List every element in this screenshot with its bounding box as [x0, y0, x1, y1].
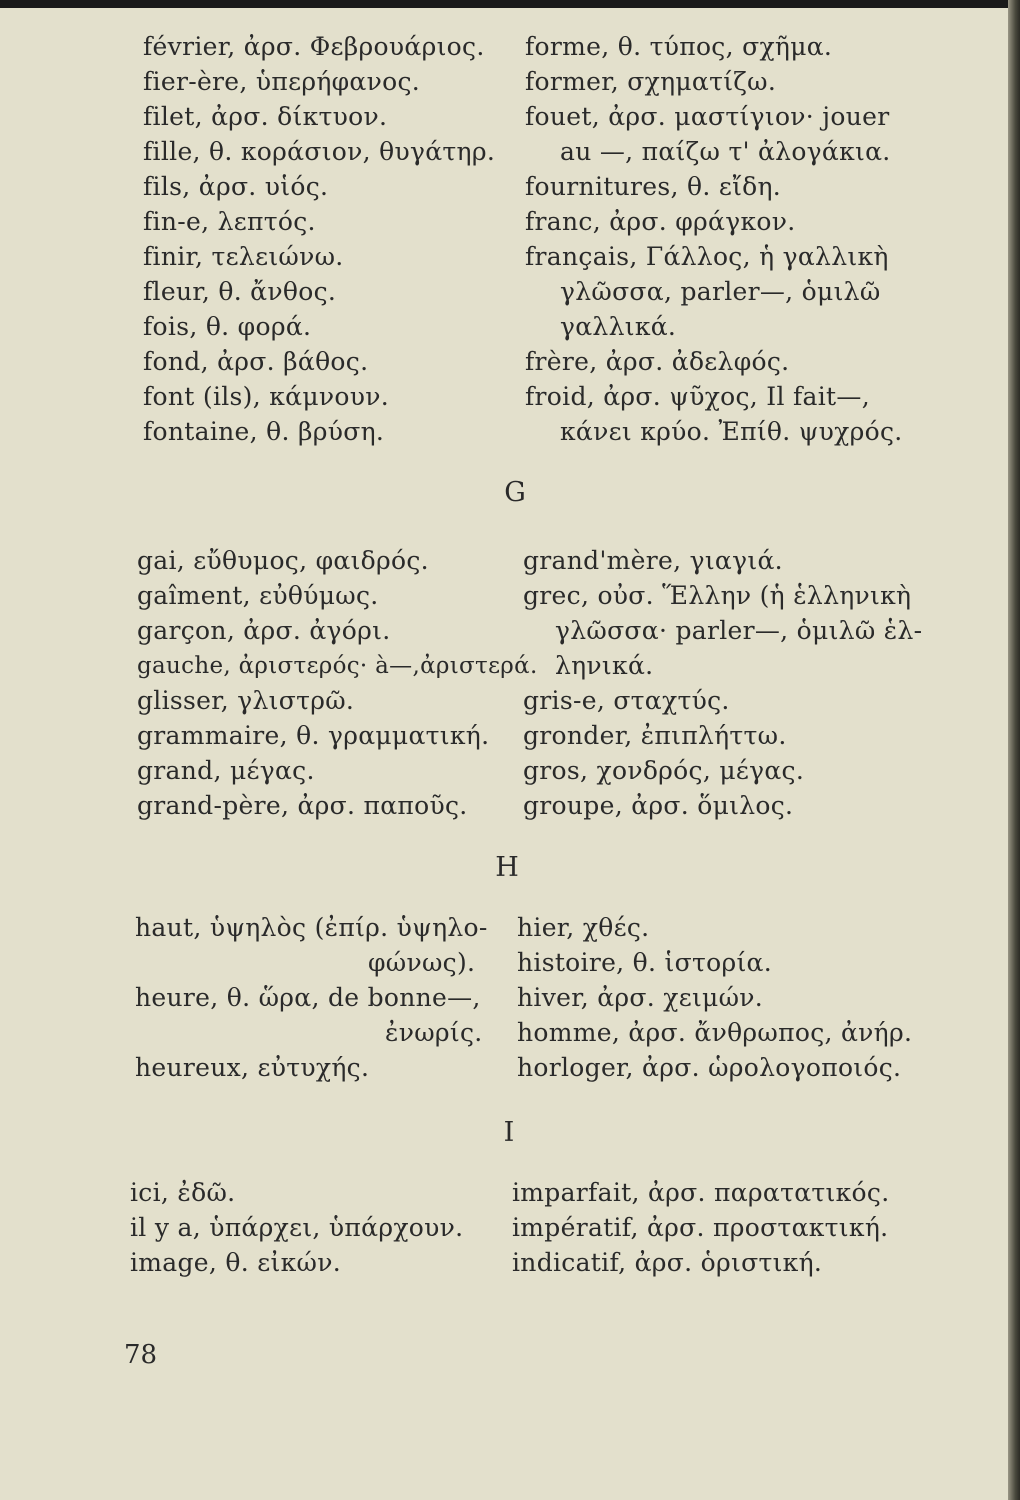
entry: glisser, γλιστρῶ. [137, 686, 355, 715]
entry: fils, ἀρσ. υἱός. [143, 172, 329, 201]
section-heading: I [503, 1117, 515, 1148]
entry: froid, ἀρσ. ψῦχος, Il fait—, [525, 382, 870, 411]
page-number: 78 [124, 1340, 158, 1370]
entry: grammaire, θ. γραμματική. [137, 721, 490, 750]
entry: haut, ὑψηλὸς (ἐπίρ. ὑψηλο- [135, 913, 488, 942]
entry: homme, ἀρσ. ἄνθρωπος, ἀνήρ. [517, 1018, 913, 1047]
entry: fille, θ. κοράσιον, θυγάτηρ. [143, 137, 496, 166]
entry: horloger, ἀρσ. ὡρολογοποιός. [517, 1053, 902, 1082]
entry: grand, μέγας. [137, 756, 315, 785]
entry: ici, ἐδῶ. [130, 1178, 236, 1207]
entry: gauche, ἀριστερός· à—,ἀριστερά. [137, 653, 538, 679]
entry: grec, οὐσ. Ἕλλην (ἡ ἑλληνικὴ [523, 581, 912, 610]
entry: indicatif, ἀρσ. ὁριστική. [512, 1248, 823, 1277]
entry: hiver, ἀρσ. χειμών. [517, 983, 764, 1012]
entry: il y a, ὑπάρχει, ὑπάρχουν. [130, 1213, 464, 1242]
section-heading: H [495, 852, 519, 883]
entry: φώνως). [368, 948, 476, 977]
entry: hier, χθές. [517, 913, 650, 942]
dictionary-page [0, 8, 1008, 1500]
entry: heure, θ. ὥρα, de bonne—, [135, 983, 481, 1012]
entry: grand'mère, γιαγιά. [523, 546, 783, 575]
entry: heureux, εὐτυχής. [135, 1053, 370, 1082]
section-heading: G [504, 477, 526, 508]
entry: finir, τελειώνω. [143, 242, 344, 271]
entry: filet, ἀρσ. δίκτυον. [143, 102, 388, 131]
entry: français, Γάλλος, ἡ γαλλικὴ [525, 242, 889, 271]
entry: former, σχηματίζω. [525, 67, 777, 96]
entry: gros, χονδρός, μέγας. [523, 756, 805, 785]
entry: image, θ. εἰκών. [130, 1248, 341, 1277]
entry: κάνει κρύο. Ἐπίθ. ψυχρός. [560, 417, 903, 446]
entry: impératif, ἀρσ. προστακτική. [512, 1213, 889, 1242]
entry: fois, θ. φορά. [143, 312, 312, 341]
page-edge [1008, 0, 1020, 1500]
entry: groupe, ἀρσ. ὅμιλος. [523, 791, 794, 820]
entry: garçon, ἀρσ. ἀγόρι. [137, 616, 391, 645]
entry: gaîment, εὐθύμως. [137, 581, 379, 610]
entry: au —, παίζω τ' ἀλογάκια. [560, 137, 891, 166]
entry: gronder, ἐπιπλήττω. [523, 721, 787, 750]
entry: frère, ἀρσ. ἀδελφός. [525, 347, 790, 376]
entry: gai, εὔθυμος, φαιδρός. [137, 546, 429, 575]
entry: fournitures, θ. εἴδη. [525, 172, 782, 201]
entry: fleur, θ. ἄνθος. [143, 277, 337, 306]
entry: fouet, ἀρσ. μαστίγιον· jouer [525, 102, 890, 131]
entry: γαλλικά. [560, 312, 677, 341]
entry: γλῶσσα· parler—, ὁμιλῶ ἑλ- [555, 616, 923, 645]
entry: ληνικά. [555, 651, 654, 680]
entry: font (ils), κάμνουν. [143, 382, 389, 411]
entry: histoire, θ. ἱστορία. [517, 948, 772, 977]
entry: fin-e, λεπτός. [143, 207, 316, 236]
entry: février, ἀρσ. Φεβρουάριος. [143, 32, 485, 61]
entry: fontaine, θ. βρύση. [143, 417, 385, 446]
entry: forme, θ. τύπος, σχῆμα. [525, 32, 833, 61]
entry: franc, ἀρσ. φράγκον. [525, 207, 796, 236]
entry: grand-père, ἀρσ. παποῦς. [137, 791, 468, 820]
entry: gris-e, σταχτύς. [523, 686, 730, 715]
entry: fier-ère, ὑπερήφανος. [143, 67, 421, 96]
entry: imparfait, ἀρσ. παρατατικός. [512, 1178, 890, 1207]
entry: γλῶσσα, parler—, ὁμιλῶ [560, 277, 881, 306]
entry: fond, ἀρσ. βάθος. [143, 347, 369, 376]
entry: ἐνωρίς. [385, 1018, 483, 1047]
